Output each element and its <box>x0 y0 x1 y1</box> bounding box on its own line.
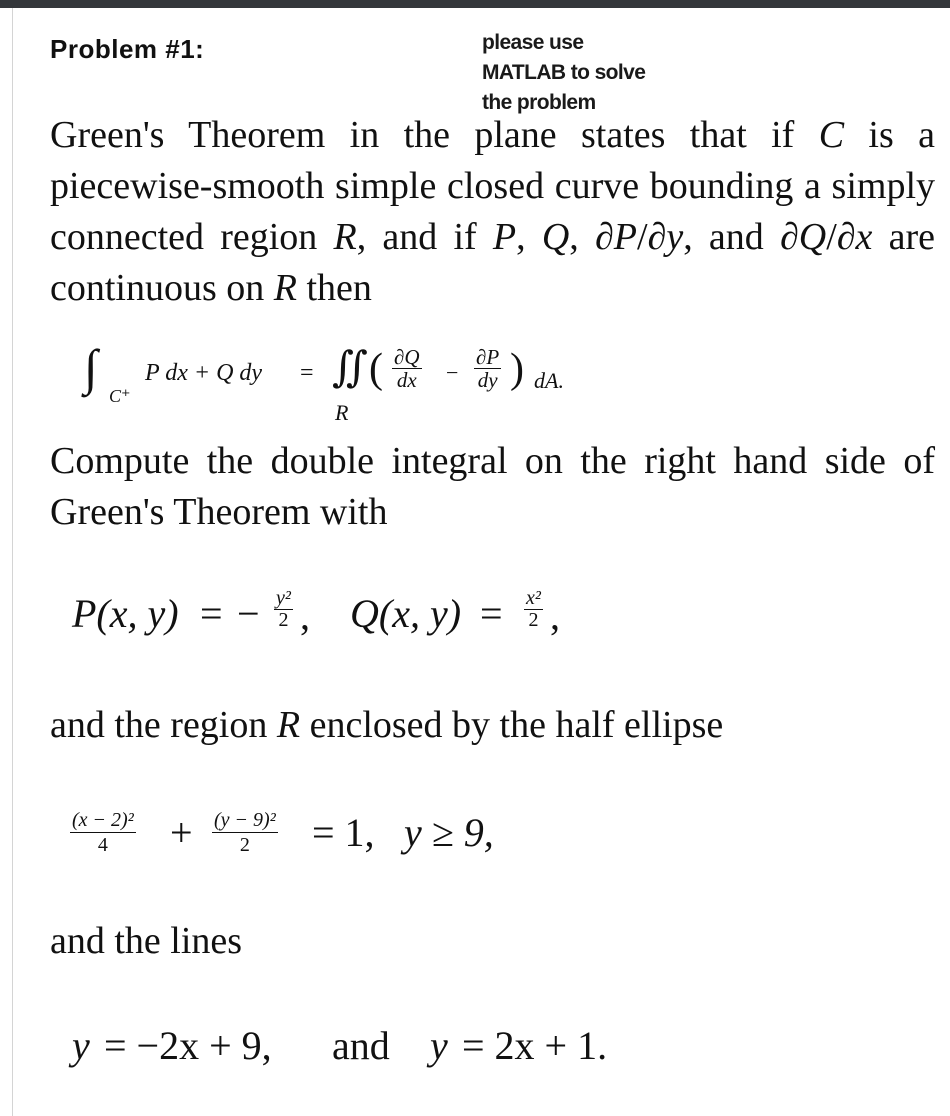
region-symbol: R <box>276 704 301 746</box>
comma: , <box>550 593 560 638</box>
fraction-numerator: (y − 9)² <box>214 809 276 831</box>
intro-text: is a piecewise-smooth simple closed curve bounding a simply connected region <box>50 114 935 258</box>
left-border <box>12 8 13 1116</box>
fraction-numerator: x² <box>526 587 541 609</box>
double-integral-sign: ∬ <box>332 345 368 391</box>
plus-sign: + <box>170 810 193 855</box>
intro-symbol: P <box>613 216 637 258</box>
intro-symbol: x <box>855 216 873 258</box>
line-integrand: P dx + Q dy <box>145 360 263 386</box>
line-2-var: y <box>430 1023 448 1068</box>
fraction-numerator: ∂Q <box>394 345 420 369</box>
dp-dy-fraction <box>474 346 501 391</box>
note-line: please use <box>482 31 584 54</box>
equals-sign: = <box>480 591 503 636</box>
intro-text: are continuous on <box>50 216 936 309</box>
and-word: and <box>332 1023 390 1068</box>
fraction-numerator: (x − 2)² <box>72 809 134 831</box>
top-bar <box>0 0 950 8</box>
intro-text: then <box>297 267 372 309</box>
minus-sign: − <box>237 591 260 636</box>
note-line: MATLAB to solve <box>482 61 646 84</box>
intro-symbol: Q <box>541 216 570 258</box>
close-paren: ) <box>510 346 524 392</box>
equals-sign: = <box>200 591 223 636</box>
line-2-rhs: = 2x + 1. <box>462 1023 608 1068</box>
intro-text: /∂ <box>826 216 856 258</box>
fraction-denominator: 2 <box>239 834 250 856</box>
q-fraction <box>524 588 543 631</box>
dq-dx-fraction <box>392 346 422 391</box>
region-text: enclosed by the half ellipse <box>300 704 724 746</box>
intro-symbol: C <box>818 114 845 156</box>
fraction-denominator: 2 <box>278 609 289 631</box>
region-paragraph <box>50 700 935 751</box>
intro-text: , and if <box>356 216 493 258</box>
fraction-denominator: 2 <box>528 609 539 631</box>
compute-paragraph: Compute the double integral on the right hand side of Green's Theorem with <box>50 440 935 533</box>
line-1-rhs: = −2x + 9, <box>104 1023 272 1068</box>
fraction-denominator: dy <box>477 368 498 392</box>
intro-symbol: y <box>666 216 684 258</box>
fraction-denominator: dx <box>396 368 417 392</box>
line-1-var: y <box>72 1023 90 1068</box>
intro-text: , and ∂ <box>683 216 799 258</box>
q-function: Q(x, y) <box>350 591 462 636</box>
intro-symbol: Q <box>798 216 827 258</box>
y-term-fraction <box>212 808 278 857</box>
comma: , <box>300 593 310 638</box>
equals-sign: = <box>300 360 314 386</box>
region-text: and the region <box>50 704 277 746</box>
intro-symbol: P <box>492 216 517 258</box>
y-condition: y ≥ 9, <box>404 810 494 855</box>
intro-paragraph <box>50 110 935 314</box>
intro-symbol: R <box>273 267 297 309</box>
minus-sign: − <box>446 360 459 385</box>
intro-text: , <box>516 216 542 258</box>
p-function: P(x, y) <box>72 591 179 636</box>
ellipse-rhs: = 1, <box>312 810 375 855</box>
fraction-numerator: ∂P <box>476 345 500 369</box>
intro-text: , ∂ <box>569 216 614 258</box>
p-fraction <box>274 588 293 631</box>
intro-symbol: R <box>333 216 357 258</box>
intro-text: /∂ <box>636 216 667 258</box>
contour-label: C⁺ <box>109 386 131 406</box>
open-paren: ( <box>369 346 383 392</box>
fraction-numerator: y² <box>276 587 291 609</box>
area-element: dA. <box>534 368 564 393</box>
problem-heading: Problem #1: <box>50 34 205 64</box>
intro-text: Green's Theorem in the plane states that if <box>50 114 819 156</box>
handwritten-note <box>482 28 702 118</box>
integral-sign: ∫ <box>84 339 98 395</box>
note-line: the problem <box>482 91 596 114</box>
fraction-denominator: 4 <box>97 834 108 856</box>
lines-paragraph: and the lines <box>50 920 243 962</box>
x-term-fraction <box>70 808 136 857</box>
region-label: R <box>335 400 349 425</box>
